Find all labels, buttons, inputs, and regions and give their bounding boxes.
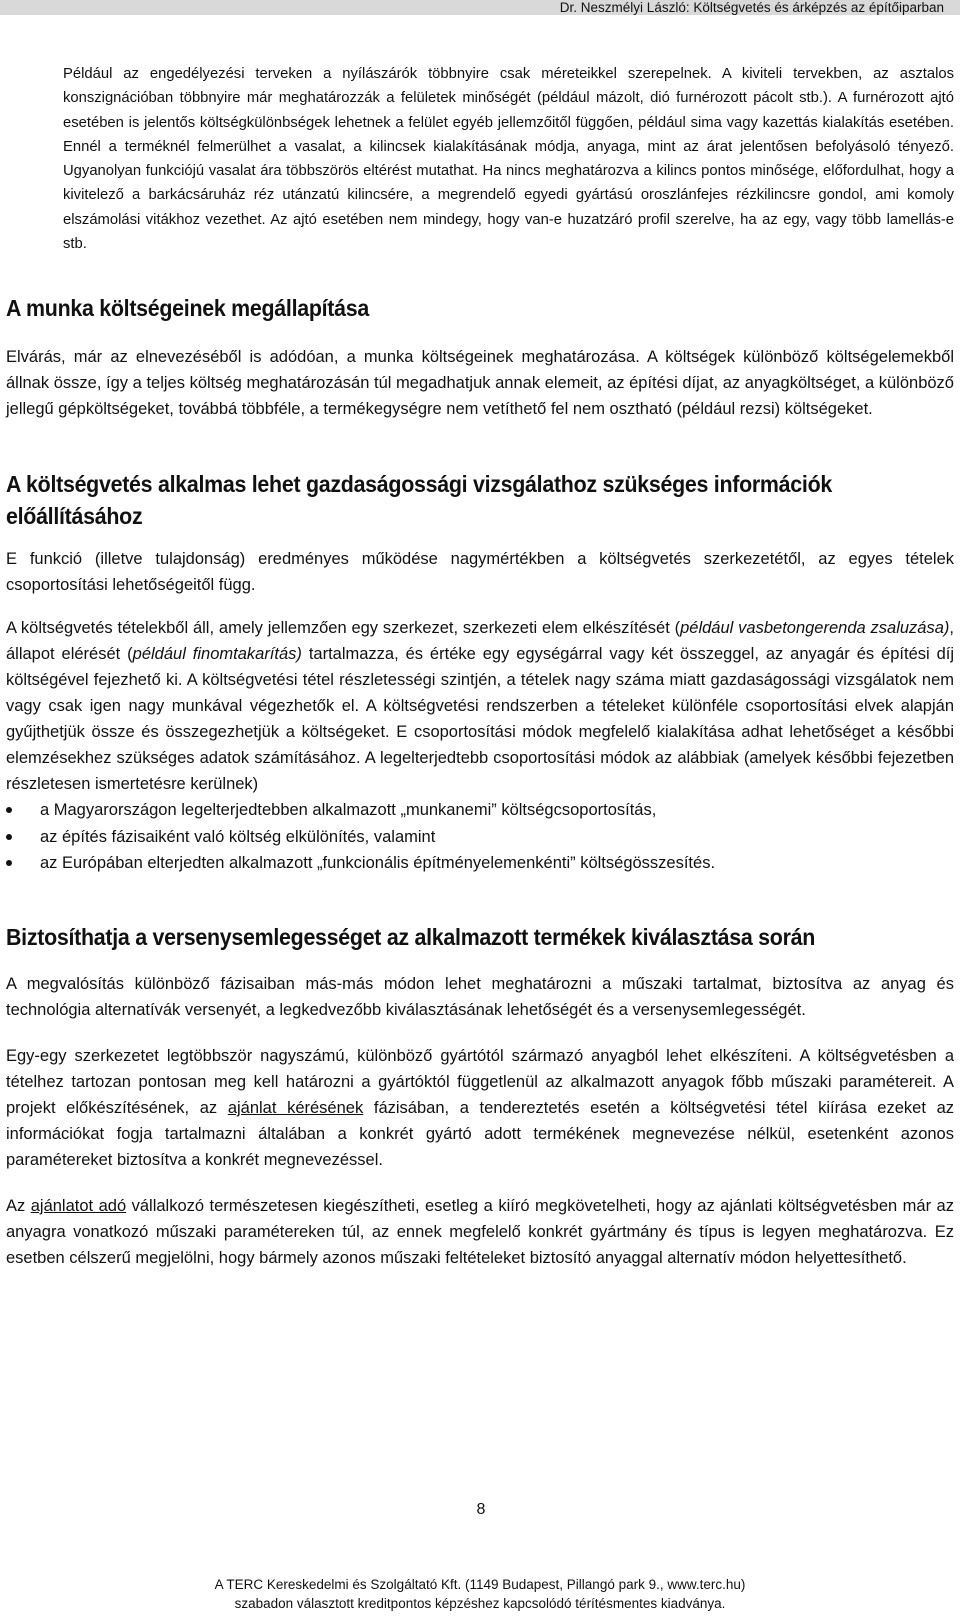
- list-item: [6, 797, 954, 824]
- text-span: A költségvetés tételekből áll, amely jellemzően egy szerkezet, szerkezeti elem elkészítését (: [6, 619, 681, 638]
- text-span: , állapot elérését (: [6, 619, 954, 664]
- paragraph-manufacturers: [6, 1043, 954, 1173]
- text-span: fázisában, a tendereztetés esetén a költségvetési tétel kiírása ezeket az információkat fogja tartalmazni általában a konkrét gyártó adott termékének megnevezése nélkül, esetenként azonos paramétereket biztosítva a konkrét megnevezéssel.: [6, 1098, 954, 1169]
- footer: [0, 1575, 960, 1613]
- running-header: [0, 0, 960, 15]
- italic-example-2: például finomtakarítás): [132, 645, 302, 664]
- list-item: [6, 824, 954, 851]
- underlined-term-offer-request: ajánlat kérésének: [227, 1098, 364, 1117]
- list-item-text: a Magyarországon legelterjedtebben alkalmazott „munkanemi” költségcsoportosítás,: [40, 801, 657, 820]
- list-item-text: az építés fázisaiként való költség elkülönítés, valamint: [40, 827, 436, 846]
- list-item: [6, 850, 954, 877]
- paragraph-door-example: Például az engedélyezési terveken a nyílászárók többnyire csak méreteikkel szerepelnek. A kiviteli tervekben, az asztalos konszignációban többnyire már meghatározzák a felületek minőségét (például mázolt, dió furnérozott pácolt stb.). A furnérozott ajtó esetében is jelentős költségkülönbségek lehetnek a felület egyéb jellemzőitől függően, például sima vagy kazettás kialakítás esetében. Ennél a terméknél felmerülhet a vasalat, a kilincsek kialakításának módja, anyaga, mint az árat jelentősen befolyásoló tényező. Ugyanolyan funkciójú vasalat ára többszörös eltérést mutathat. Ha nincs meghatározva a kilincs pontos minősége, előfordulhat, hogy a kivitelező a barkácsáruház réz utánzatú kilincsére, a megrendelő egyedi gyártású oroszlánfejes rézkilincsre gondol, ami komoly elszámolási vitákhoz vezethet. Az ajtó esetében nem mindegy, hogy van-e huzatzáró profil szerelve, ha az egy, vagy több lamellás-e stb.: [63, 66, 954, 253]
- bullet-icon: [6, 807, 12, 813]
- heading-work-costs: A munka költségeinek megállapítása: [6, 295, 370, 322]
- running-header-title: Dr. Neszmélyi László: Költségvetés és árképzés az építőiparban: [559, 0, 944, 15]
- page-number: 8: [476, 1501, 486, 1518]
- paragraph-bidder: [6, 1193, 954, 1271]
- italic-example-1: például vasbetongerenda zsaluzása): [680, 619, 950, 638]
- heading-competition-neutrality: Biztosíthatja a versenysemlegességet az alkalmazott termékek kiválasztása során: [6, 923, 816, 950]
- underlined-term-bidder: ajánlatot adó: [30, 1196, 127, 1215]
- bullet-icon: [6, 860, 12, 866]
- footer-line-1: A TERC Kereskedelmi és Szolgáltató Kft. (1149 Budapest, Pillangó park 9., www.terc.hu): [214, 1577, 746, 1592]
- heading-economic-analysis: A költségvetés alkalmas lehet gazdaságossági vizsgálathoz szükséges információk előállításához: [6, 471, 832, 530]
- footer-line-2: szabadon választott kreditpontos képzéshez kapcsolódó térítésmentes kiadványa.: [234, 1596, 726, 1611]
- paragraph-budget-items: [6, 615, 954, 797]
- paragraph-function-structure: E funkció (illetve tulajdonság) eredményes működése nagymértékben a költségvetés szerkezetétől, az egyes tételek csoportosítási lehetőségeitől függ.: [6, 550, 954, 595]
- bullet-icon: [6, 834, 12, 840]
- paragraph-phases: A megvalósítás különböző fázisaiban más-más módon lehet meghatározni a műszaki tartalmat, biztosítva az anyag és technológia alternatívák versenyét, a legkedvezőbb kiválasztásának lehetőségét és a versenysemlegességét.: [6, 974, 954, 1019]
- text-span: Az: [6, 1196, 31, 1215]
- text-span: vállalkozó természetesen kiegészítheti, esetleg a kiíró megkövetelheti, hogy az ajánlati költségvetésben már az anyagra vonatkozó műszaki paramétereken túl, az ennek megfelelő konkrét gyártmány és típus is legyen meghatározva. Ez esetben célszerű megjelölni, hogy bármely azonos műszaki feltételeket biztosító anyaggal alternatív módon helyettesíthető.: [6, 1196, 954, 1267]
- text-span: tartalmazza, és értéke egy egységárral vagy két összeggel, az anyagár és építési díj költségével fejezhető ki. A költségvetési tétel részletességi szintjén, a tételek nagy száma miatt gazdaságossági vizsgálatok nem vagy csak igen nagy munkával végezhetők el. A költségvetési rendszerben a tételeket különféle csoportosítási elvek alapján gyűjthetjük össze és összegezhetjük a költségeket. E csoportosítási módok megfelelő kialakítása adhat lehetőséget a későbbi elemzésekhez szükséges adatok számításához. A legelterjedtebb csoportosítási módok az alábbiak (amelyek későbbi fejezetben részletesen ismertetésre kerülnek): [6, 645, 954, 794]
- list-item-text: az Európában elterjedten alkalmazott „funkcionális építményelemenkénti” költségösszesítés.: [40, 854, 716, 873]
- page-content: [6, 62, 954, 1271]
- paragraph-work-costs: Elvárás, már az elnevezéséből is adódóan, a munka költségeinek meghatározása. A költségek különböző költségelemekből állnak össze, így a teljes költség meghatározásán túl megadhatjuk annak elemeit, az építési díjat, az anyagköltséget, a különböző jellegű gépköltségeket, továbbá többféle, a termékegységre nem vetíthető fel nem osztható (például rezsi) költségeket.: [6, 348, 954, 419]
- grouping-methods-list: [6, 797, 954, 877]
- text-span: Egy-egy szerkezetet legtöbbször nagyszámú, különböző gyártótól származó anyagból lehet elkészíteni. A költségvetésben a tételhez tartozan pontosan meg kell határozni a gyártóktól függetlenül az alkalmazott anyagok főbb műszaki paramétereit. A projekt előkészítésének, az: [6, 1046, 954, 1117]
